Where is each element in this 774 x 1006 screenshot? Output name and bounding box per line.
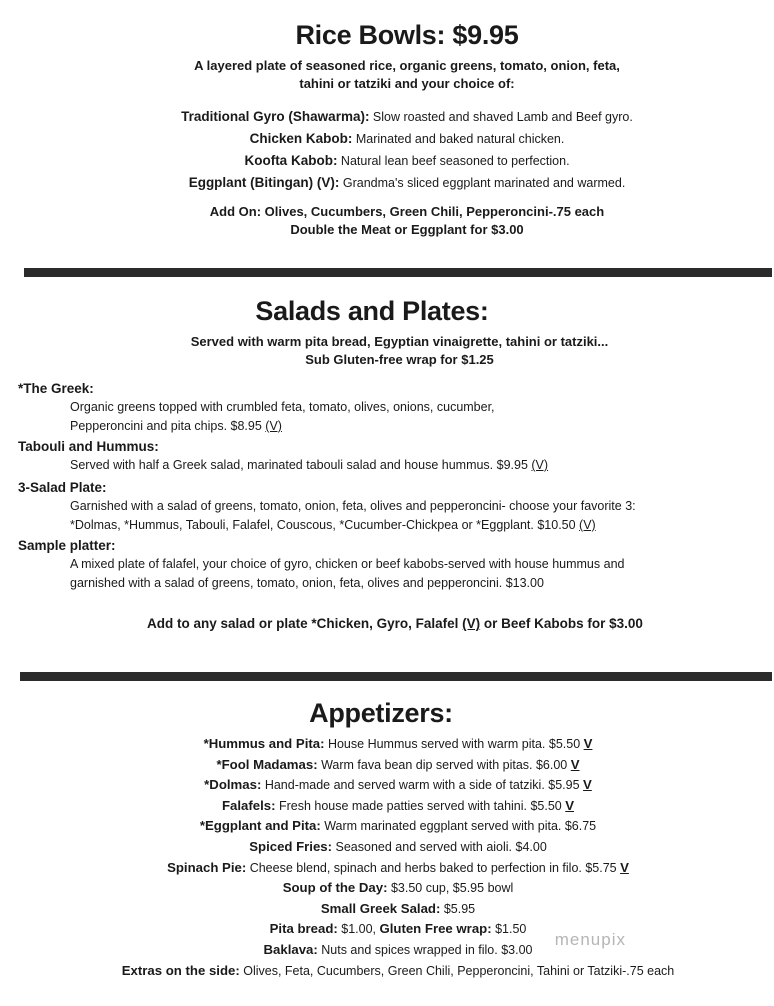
menu-item: Small Greek Salad: $5.95 xyxy=(320,900,476,916)
menu-item: Spinach Pie: Cheese blend, spinach and herbs baked to perfection in filo. $5.75 V xyxy=(167,859,629,875)
menu-item: Spiced Fries: Seasoned and served with aioli. $4.00 xyxy=(249,838,547,854)
watermark: menupix xyxy=(554,930,626,949)
menu-item: *Hummus and Pita: House Hummus served with warm pita. $5.50 V xyxy=(203,736,593,751)
menu-item: Koofta Kabob: Natural lean beef seasoned to perfection. xyxy=(244,153,570,168)
menu-item: Soup of the Day: $3.50 cup, $5.95 bowl xyxy=(282,880,514,896)
section-divider xyxy=(24,268,772,277)
salad-item-greek: *The Greek: Organic greens topped with crumbled feta, tomato, olives, onions, cucumber, Pepperoncini and pita chips. $8.95 (V) xyxy=(18,381,495,433)
menu-item: Pita bread: $1.00, Gluten Free wrap: $1.50 xyxy=(269,921,527,937)
appetizers-section xyxy=(0,698,774,981)
rice-bowls-addons: Add On: Olives, Cucumbers, Green Chili, Pepperoncini-.75 each Double the Meat or Eggplant for $3.00 xyxy=(209,204,605,237)
salads-intro: Served with warm pita bread, Egyptian vinaigrette, tahini or tatziki... Sub Gluten-free wrap for $1.25 xyxy=(190,334,609,367)
salad-item-tabouli-hummus: Tabouli and Hummus: Served with half a Greek salad, marinated tabouli salad and house hummus. $9.95 (V) xyxy=(18,439,549,472)
menu-item: Extras on the side: Olives, Feta, Cucumbers, Green Chili, Pepperoncini, Tahini or Tatziki-.75 each xyxy=(121,962,675,978)
rice-bowls-list xyxy=(40,106,774,194)
salads-title: Salads and Plates: xyxy=(255,296,489,326)
salad-item-sample-platter: Sample platter: A mixed plate of falafel, your choice of gyro, chicken or beef kabobs-served with house hummus and garnished with a salad of greens, tomato, onion, feta, olives and pepperoncini. $13.00 xyxy=(18,538,625,590)
salad-item-3-salad-plate: 3-Salad Plate: Garnished with a salad of greens, tomato, onion, feta, olives and pepperoncini- choose your favorite 3: *Dolmas, *Hummus, Tabouli, Falafel, Couscous, *Cucumber-Chickpea or *Eggplant. $10.50 (V) xyxy=(18,480,636,532)
menu-item: *Eggplant and Pita: Warm marinated eggplant served with pita. $6.75 xyxy=(199,818,597,834)
menu-item: *Dolmas: Hand-made and served warm with a side of tatziki. $5.95 V xyxy=(204,777,592,793)
menu-item: Eggplant (Bitingan) (V): Grandma's sliced eggplant marinated and warmed. xyxy=(188,175,626,190)
appetizers-title: Appetizers: xyxy=(309,698,453,728)
rice-bowls-section xyxy=(0,20,774,239)
menu-item: *Fool Madamas: Warm fava bean dip served with pitas. $6.00 V xyxy=(216,756,580,772)
rice-bowls-title: Rice Bowls: $9.95 xyxy=(295,20,519,50)
menu-item: Traditional Gyro (Shawarma): Slow roasted and shaved Lamb and Beef gyro. xyxy=(181,109,633,124)
appetizers-list xyxy=(22,734,774,981)
section-divider xyxy=(20,672,772,681)
menu-item: Chicken Kabob: Marinated and baked natural chicken. xyxy=(249,131,565,146)
menu-item: Falafels: Fresh house made patties served with tahini. $5.50 V xyxy=(221,797,575,813)
salads-section xyxy=(0,296,774,369)
rice-bowls-intro: A layered plate of seasoned rice, organic greens, tomato, onion, feta, tahini or tatziki and your choice of: xyxy=(194,58,620,91)
menu-item: Baklava: Nuts and spices wrapped in filo. $3.00 xyxy=(263,941,533,957)
salads-addon: Add to any salad or plate *Chicken, Gyro, Falafel (V) or Beef Kabobs for $3.00 xyxy=(147,616,643,631)
